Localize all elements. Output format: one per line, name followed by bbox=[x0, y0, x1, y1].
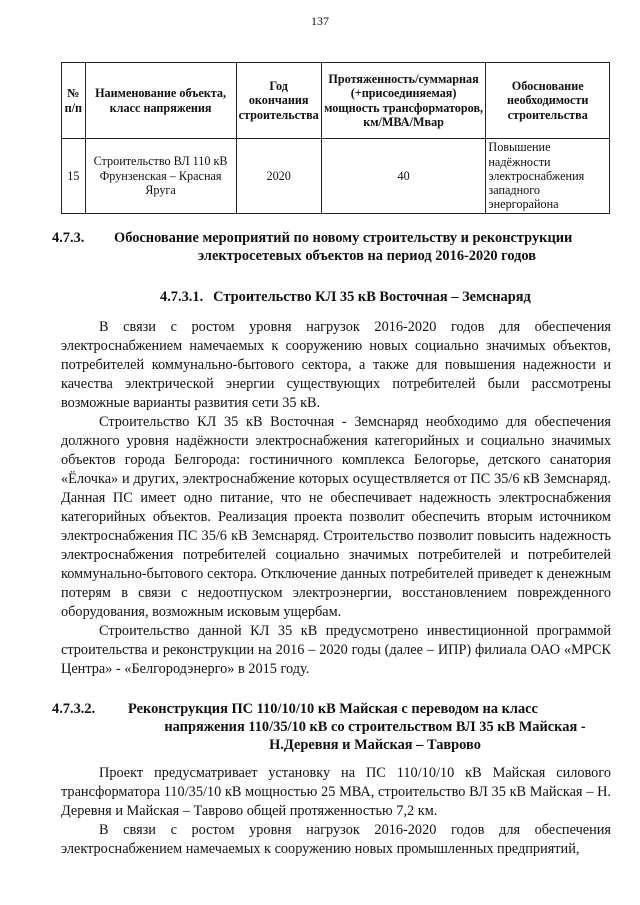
section-number: 4.7.3. bbox=[52, 230, 85, 246]
section-title-line1: Обоснование мероприятий по новому строительству и реконструкции bbox=[114, 230, 573, 246]
header-reason: Обоснование необходимости строительства bbox=[486, 63, 610, 139]
paragraph: Строительство КЛ 35 кВ Восточная - Земснаряд необходимо для обеспечения должного уровня надёжности электроснабжения категорийных и социально значимых объектов города Белгорода: гостиничного комплекса Белогорье, детского санатория «Ёлочка» и других, электроснабжение которых осуществляется от ПС 35/6 кВ Земснаряд. Данная ПС имеет одно питание, что не обеспечивает надежность электроснабжения категорийных объектов. Реализация проекта позволит обеспечить вторым источником электроснабжения ПС 35/6 кВ Земснаряд. Строительство позволит повысить надежность электроснабжения потребителей социально значимых потребителей и потребителей коммунально-бытового сектора. Отключение данных потребителей приведет к денежным потерям в связи с недоотпуском электроэнергии, восстановлением поврежденного оборудования, возможным исковым ущербам. bbox=[61, 414, 611, 620]
paragraph: Проект предусматривает установку на ПС 110/10/10 кВ Майская силового трансформатора 110/35/10 кВ мощностью 25 МВА, строительство ВЛ 35 кВ Майская – Н. Деревня и Майская – Таврово общей протяженностью 7,2 км. bbox=[61, 765, 611, 819]
section-title-line2: электросетевых объектов на период 2016-2020 годов bbox=[197, 248, 537, 264]
header-length: Протяженность/суммарная (+присоединяемая) мощность трансформаторов, км/МВА/Мвар bbox=[321, 63, 486, 139]
paragraph: В связи с ростом уровня нагрузок 2016-2020 годов для обеспечения электроснабжением намечаемых к сооружению новых социально значимых объектов, потребителей коммунально-бытового сектора, а также для повышения надежности и качества электрической энергии существующих потребителей были рассмотрены возможные варианты развития сети 35 кВ. bbox=[61, 319, 611, 411]
header-num: № п/п bbox=[62, 63, 86, 139]
section-title-line3: Н.Деревня и Майская – Таврово bbox=[269, 737, 481, 753]
projects-table bbox=[61, 62, 610, 214]
cell-year: 2020 bbox=[236, 139, 321, 214]
section-title-line2: напряжения 110/35/10 кВ со строительством ВЛ 35 кВ Майская - bbox=[164, 719, 586, 735]
section-body-4-7-3-1 bbox=[61, 318, 611, 679]
header-year: Год окончания строительства bbox=[236, 63, 321, 139]
page-number: 137 bbox=[311, 14, 329, 28]
table-header-row bbox=[62, 63, 610, 139]
cell-num: 15 bbox=[62, 139, 86, 214]
section-body-4-7-3-2 bbox=[61, 764, 611, 859]
cell-reason: Повышение надёжности электроснабжения западного энергорайона bbox=[486, 139, 610, 214]
section-heading-4-7-3-1 bbox=[160, 288, 590, 306]
cell-name: Строительство ВЛ 110 кВ Фрунзенская – Красная Яруга bbox=[85, 139, 236, 214]
section-title-line1: Реконструкция ПС 110/10/10 кВ Майская с переводом на класс bbox=[128, 701, 538, 717]
table-row bbox=[62, 139, 610, 214]
section-title: Строительство КЛ 35 кВ Восточная – Земснаряд bbox=[213, 289, 531, 305]
section-number: 4.7.3.2. bbox=[52, 701, 96, 717]
header-name: Наименование объекта, класс напряжения bbox=[85, 63, 236, 139]
section-heading-4-7-3-2 bbox=[52, 700, 622, 754]
paragraph: В связи с ростом уровня нагрузок 2016-2020 годов для обеспечения электроснабжением намечаемых к сооружению новых промышленных предприятий, bbox=[61, 822, 611, 857]
section-heading-4-7-3 bbox=[52, 229, 622, 265]
cell-length: 40 bbox=[321, 139, 486, 214]
paragraph: Строительство данной КЛ 35 кВ предусмотрено инвестиционной программой строительства и реконструкции на 2016 – 2020 годы (далее – ИПР) филиала ОАО «МРСК Центра» - «Белгородэнерго» в 2015 году. bbox=[61, 623, 611, 677]
section-number: 4.7.3.1. bbox=[160, 289, 204, 305]
